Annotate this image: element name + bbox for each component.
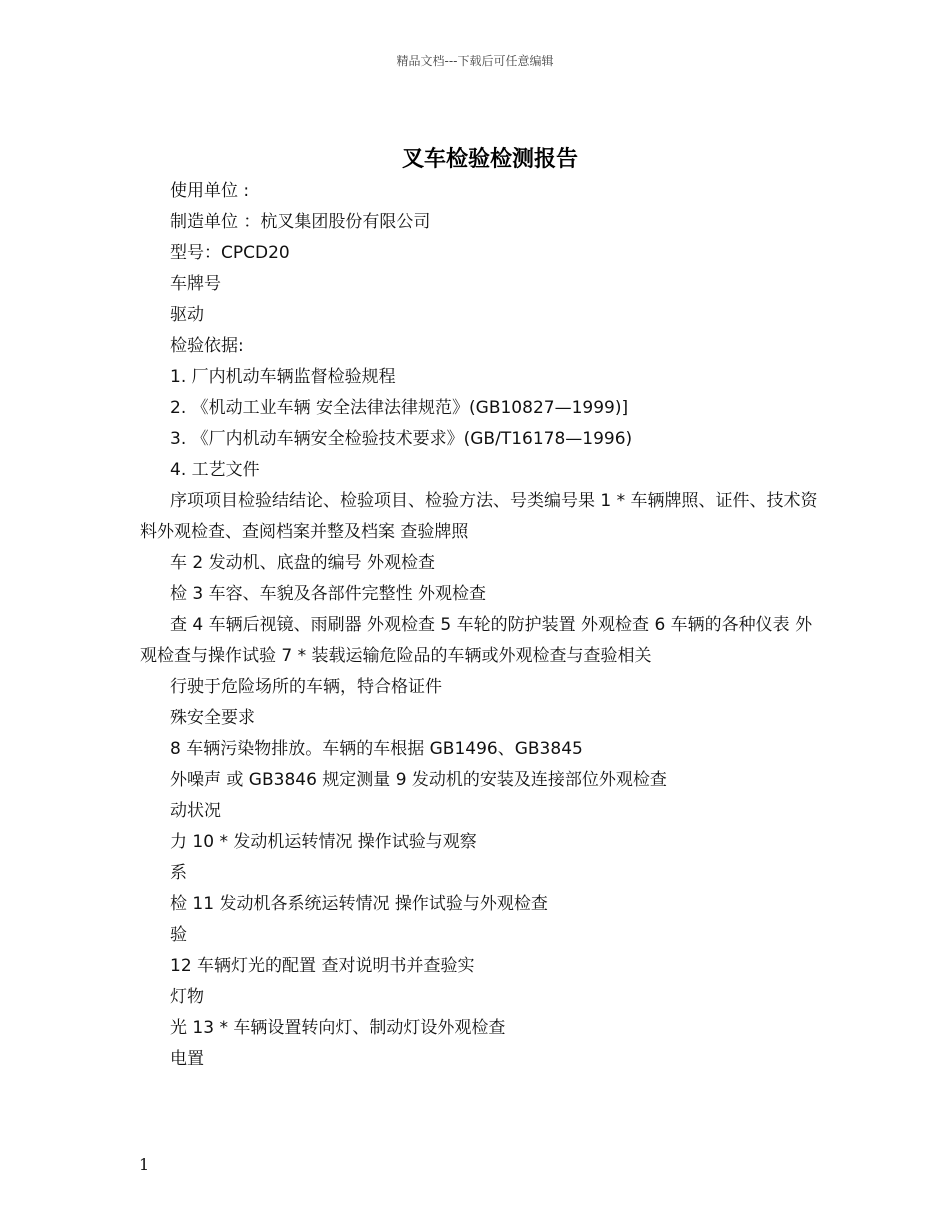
- paragraph-special-safety: 殊安全要求: [170, 708, 255, 728]
- paragraph-drive: 驱动: [170, 305, 204, 325]
- paragraph-item-8: 8 车辆污染物排放。车辆的车根据 GB1496、GB3845: [170, 739, 583, 759]
- paragraph-manufacturer: 制造单位 ：杭叉集团股份有限公司: [170, 212, 431, 232]
- paragraph-inspect: 验: [170, 925, 187, 945]
- paragraph-dangerous-area: 行驶于危险场所的车辆，特合格证件: [170, 677, 442, 697]
- paragraph-basis-2: 2. 《机动工业车辆 安全法律法律规范》(GB10827—1999)]: [170, 398, 629, 418]
- paragraph-basis-4: 4. 工艺文件: [170, 460, 260, 480]
- page-number: 1: [139, 1155, 150, 1174]
- paragraph-item-13: 光 13 * 车辆设置转向灯、制动灯设外观检查: [170, 1018, 506, 1038]
- header-note: 精品文档---下载后可任意编辑: [396, 54, 554, 68]
- document-body: [140, 176, 820, 1075]
- paragraph-item-12: 12 车辆灯光的配置 查对说明书并查验实: [170, 956, 475, 976]
- paragraph-basis-3: 3. 《厂内机动车辆安全检验技术要求》(GB/T16178—1996): [170, 429, 633, 449]
- paragraph-model: 型号：CPCD20: [170, 243, 290, 263]
- paragraph-item-10: 力 10 * 发动机运转情况 操作试验与观察: [170, 832, 477, 852]
- paragraph-electric-setup: 电置: [170, 1049, 204, 1069]
- paragraph-item-header: 序项项目检验结结论、检验项目、检验方法、号类编号果 1 * 车辆牌照、证件、技术资料外观检查、查阅档案并整及档案 查验牌照: [140, 491, 818, 542]
- paragraph-system: 系: [170, 863, 187, 883]
- paragraph-light-object: 灯物: [170, 987, 204, 1007]
- paragraph-basis-heading: 检验依据:: [170, 336, 244, 356]
- paragraph-item-3: 检 3 车容、车貌及各部件完整性 外观检查: [170, 584, 487, 604]
- paragraph-item-11: 检 11 发动机各系统运转情况 操作试验与外观检查: [170, 894, 548, 914]
- paragraph-noise-item-9: 外噪声 或 GB3846 规定测量 9 发动机的安装及连接部位外观检查: [170, 770, 667, 790]
- paragraph-item-4-7: 查 4 车辆后视镜、雨刷器 外观检查 5 车轮的防护装置 外观检查 6 车辆的各种仪表 外观检查与操作试验 7 * 装载运输危险品的车辆或外观检查与查验相关: [140, 615, 813, 666]
- document-title: 叉车检验检测报告: [401, 147, 578, 172]
- paragraph-basis-1: 1. 厂内机动车辆监督检验规程: [170, 367, 396, 387]
- paragraph-power-status: 动状况: [170, 801, 221, 821]
- paragraph-user-unit: 使用单位 :: [170, 181, 250, 201]
- paragraph-plate-number: 车牌号: [170, 274, 221, 294]
- paragraph-item-2: 车 2 发动机、底盘的编号 外观检查: [170, 553, 436, 573]
